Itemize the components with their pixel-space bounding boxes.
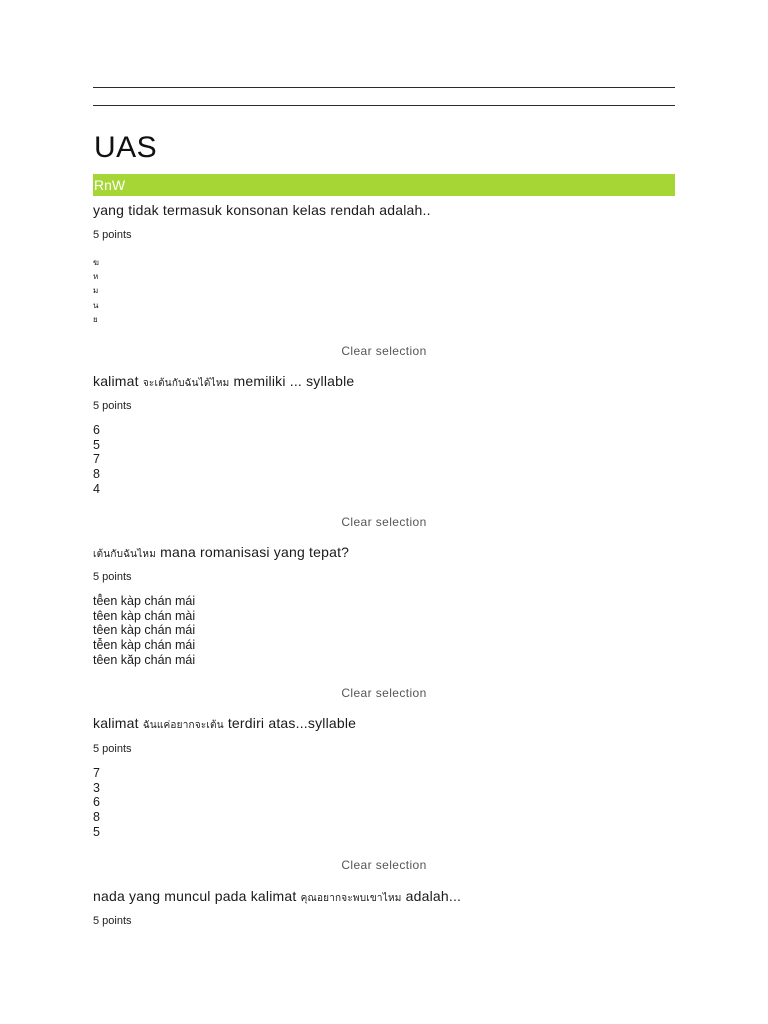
question-5-points: 5 points xyxy=(93,915,132,927)
question-4 xyxy=(93,715,675,872)
question-1-text: yang tidak termasuk konsonan kelas rendah adalah.. xyxy=(93,202,431,218)
question-1-points: 5 points xyxy=(93,229,132,241)
option-radio[interactable]: 5 xyxy=(93,437,100,452)
question-1-options xyxy=(93,256,99,327)
second-divider xyxy=(93,105,675,106)
option-radio[interactable]: têen kàp chán mài xyxy=(93,608,196,623)
option-radio[interactable]: ย xyxy=(93,314,98,324)
question-3 xyxy=(93,544,675,700)
section-header xyxy=(93,174,675,196)
question-2-options xyxy=(93,423,100,497)
option-radio[interactable]: 8 xyxy=(93,467,100,482)
question-2-text: kalimat จะเต้นกับฉันได้ไหม memiliki ... syllable xyxy=(93,373,355,389)
option-radio[interactable]: 8 xyxy=(93,810,100,825)
question-4-text: kalimat ฉันแค่อยากจะเต้น terdiri atas...syllable xyxy=(93,715,357,731)
question-4-points: 5 points xyxy=(93,743,132,755)
clear-selection-button[interactable]: Clear selection xyxy=(341,515,427,529)
option-radio[interactable]: 5 xyxy=(93,824,100,839)
option-radio[interactable]: 3 xyxy=(93,780,100,795)
option-radio[interactable]: ฆ xyxy=(93,258,99,267)
question-5 xyxy=(93,888,675,927)
form-title: UAS xyxy=(94,131,158,164)
question-3-text: เต้นกับฉันไหม mana romanisasi yang tepat? xyxy=(93,544,350,560)
option-radio[interactable]: 6 xyxy=(93,423,100,437)
section-label: RnW xyxy=(94,177,126,193)
question-1 xyxy=(93,202,675,358)
option-radio[interactable]: têen kăp chán mái xyxy=(93,652,196,667)
option-radio[interactable]: tê̄en kàp chán mái xyxy=(93,638,196,653)
clear-selection-button[interactable]: Clear selection xyxy=(341,344,427,358)
option-radio[interactable]: 4 xyxy=(93,481,100,496)
clear-selection-button[interactable]: Clear selection xyxy=(341,858,427,872)
option-radio[interactable]: ห xyxy=(93,272,99,282)
question-2 xyxy=(93,373,675,529)
question-3-options xyxy=(93,594,195,668)
question-3-points: 5 points xyxy=(93,571,132,583)
question-2-points: 5 points xyxy=(93,400,132,412)
option-radio[interactable]: 7 xyxy=(93,452,100,467)
option-radio[interactable]: têen kàp chán mái xyxy=(93,623,196,638)
option-radio[interactable]: tê̂en kàp chán mái xyxy=(93,594,196,608)
option-radio[interactable]: 7 xyxy=(93,766,100,780)
option-radio[interactable]: 6 xyxy=(93,795,100,810)
question-4-options xyxy=(93,766,100,840)
clear-selection-button[interactable]: Clear selection xyxy=(341,686,427,700)
option-radio[interactable]: ม xyxy=(93,286,99,296)
question-5-text: nada yang muncul pada kalimat คุณอยากจะพบเขาไหม adalah... xyxy=(93,888,462,904)
option-radio[interactable]: น xyxy=(93,300,99,310)
top-divider xyxy=(93,87,675,88)
